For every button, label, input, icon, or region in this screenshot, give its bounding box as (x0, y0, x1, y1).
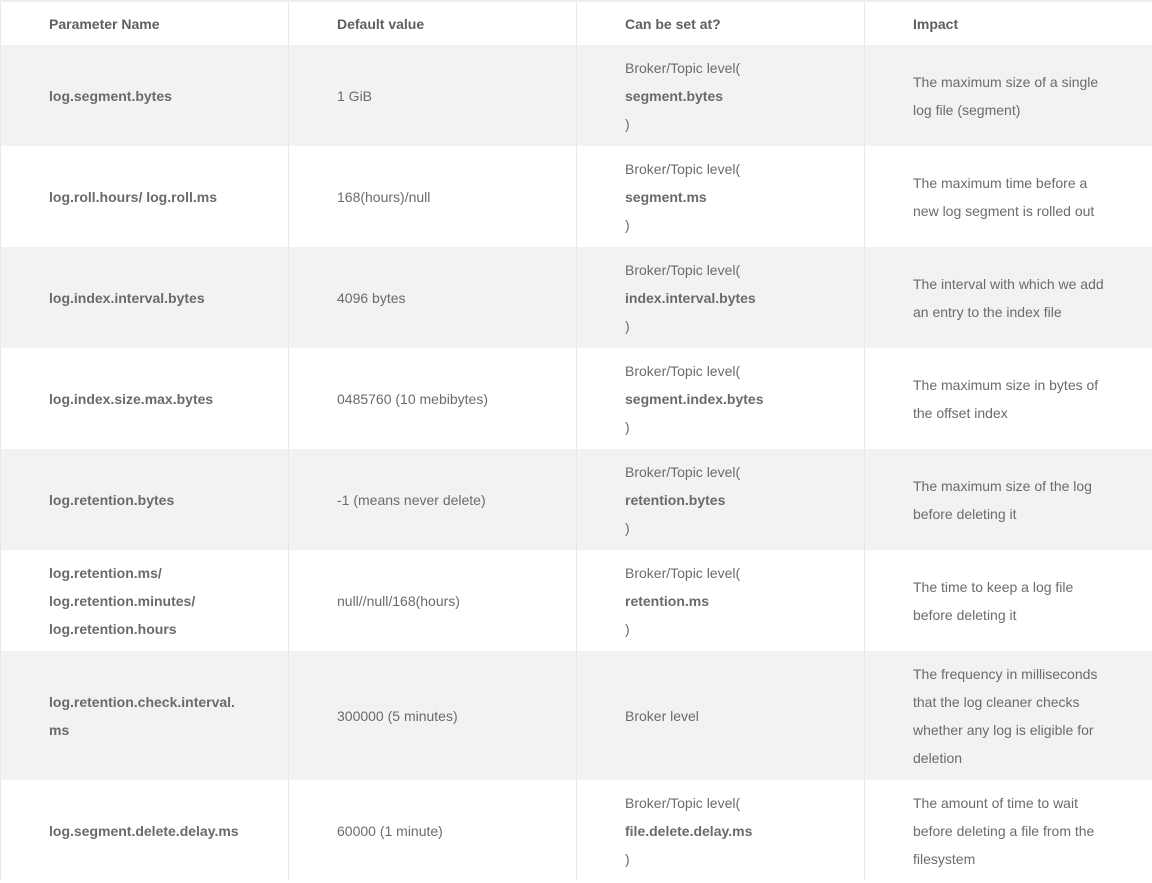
impact-text: The time to keep a log file before deleting it (913, 578, 1074, 623)
set-at-config-key: segment.bytes (625, 87, 724, 104)
cell-default-value (289, 550, 577, 651)
set-at-config-key: segment.ms (625, 188, 707, 205)
cell-can-be-set-at (577, 247, 865, 348)
parameter-name-text: ms (49, 721, 70, 738)
set-at-closing-paren: ) (625, 850, 630, 867)
default-value-text: 300000 (5 minutes) (337, 707, 458, 724)
table-row (1, 780, 1152, 881)
cell-can-be-set-at (577, 550, 865, 651)
cell-impact (865, 550, 1152, 651)
cell-default-value (289, 247, 577, 348)
table-row (1, 550, 1152, 651)
set-at-closing-paren: ) (625, 620, 630, 637)
table-body (1, 45, 1152, 881)
set-at-level-text: Broker/Topic level( (625, 261, 741, 278)
table-row (1, 651, 1152, 780)
parameter-name-text: log.retention.bytes (49, 491, 175, 508)
cell-impact (865, 651, 1152, 780)
set-at-level-text: Broker/Topic level( (625, 794, 741, 811)
cell-default-value (289, 780, 577, 881)
set-at-closing-paren: ) (625, 216, 630, 233)
set-at-closing-paren: ) (625, 418, 630, 435)
parameter-name-text: log.index.size.max.bytes (49, 390, 214, 407)
set-at-level-text: Broker level (625, 707, 699, 724)
cell-default-value (289, 651, 577, 780)
parameter-name-text: log.retention.ms/ (49, 564, 162, 581)
impact-text: The maximum time before a new log segment is rolled out (913, 174, 1095, 219)
cell-can-be-set-at (577, 780, 865, 881)
set-at-config-key: retention.bytes (625, 491, 726, 508)
cell-default-value (289, 449, 577, 550)
impact-text: The interval with which we add an entry to the index file (913, 275, 1104, 320)
cell-parameter-name (1, 348, 289, 449)
set-at-closing-paren: ) (625, 519, 630, 536)
header-parameter-name: Parameter Name (1, 1, 289, 45)
table-header-row (1, 1, 1152, 45)
default-value-text: 4096 bytes (337, 289, 406, 306)
set-at-config-key: retention.ms (625, 592, 710, 609)
impact-text: The frequency in milliseconds that the log cleaner checks whether any log is eligible for deletion (913, 665, 1098, 766)
header-impact: Impact (865, 1, 1152, 45)
header-can-be-set-at: Can be set at? (577, 1, 865, 45)
table-row (1, 146, 1152, 247)
set-at-config-key: index.interval.bytes (625, 289, 756, 306)
cell-impact (865, 45, 1152, 146)
cell-impact (865, 780, 1152, 881)
impact-text: The maximum size of a single log file (segment) (913, 73, 1099, 118)
cell-can-be-set-at (577, 146, 865, 247)
set-at-level-text: Broker/Topic level( (625, 160, 741, 177)
set-at-closing-paren: ) (625, 115, 630, 132)
parameter-name-text: log.retention.minutes/ (49, 592, 196, 609)
header-default-value: Default value (289, 1, 577, 45)
parameter-name-text: log.segment.bytes (49, 87, 172, 104)
default-value-text: 1 GiB (337, 87, 373, 104)
parameter-name-text: log.index.interval.bytes (49, 289, 205, 306)
cell-impact (865, 247, 1152, 348)
cell-can-be-set-at (577, 651, 865, 780)
set-at-level-text: Broker/Topic level( (625, 362, 741, 379)
impact-text: The maximum size of the log before deleting it (913, 477, 1092, 522)
cell-default-value (289, 45, 577, 146)
set-at-closing-paren: ) (625, 317, 630, 334)
cell-default-value (289, 348, 577, 449)
table-row (1, 45, 1152, 146)
cell-impact (865, 348, 1152, 449)
default-value-text: null//null/168(hours) (337, 592, 460, 609)
cell-parameter-name (1, 146, 289, 247)
impact-text: The amount of time to wait before deleting a file from the filesystem (913, 794, 1095, 867)
default-value-text: 60000 (1 minute) (337, 822, 443, 839)
cell-parameter-name (1, 550, 289, 651)
cell-default-value (289, 146, 577, 247)
cell-parameter-name (1, 780, 289, 881)
set-at-level-text: Broker/Topic level( (625, 564, 741, 581)
table-row (1, 247, 1152, 348)
parameter-name-text: log.segment.delete.delay.ms (49, 822, 239, 839)
set-at-level-text: Broker/Topic level( (625, 463, 741, 480)
impact-text: The maximum size in bytes of the offset index (913, 376, 1099, 421)
set-at-config-key: file.delete.delay.ms (625, 822, 753, 839)
set-at-level-text: Broker/Topic level( (625, 59, 741, 76)
cell-parameter-name (1, 247, 289, 348)
cell-impact (865, 449, 1152, 550)
parameter-name-text: log.roll.hours/ log.roll.ms (49, 188, 218, 205)
cell-parameter-name (1, 449, 289, 550)
default-value-text: 0485760 (10 mebibytes) (337, 390, 488, 407)
cell-impact (865, 146, 1152, 247)
cell-parameter-name (1, 651, 289, 780)
parameter-name-text: log.retention.check.interval. (49, 693, 235, 710)
parameter-name-text: log.retention.hours (49, 620, 177, 637)
cell-parameter-name (1, 45, 289, 146)
cell-can-be-set-at (577, 45, 865, 146)
cell-can-be-set-at (577, 449, 865, 550)
set-at-config-key: segment.index.bytes (625, 390, 764, 407)
default-value-text: -1 (means never delete) (337, 491, 486, 508)
table-row (1, 449, 1152, 550)
default-value-text: 168(hours)/null (337, 188, 431, 205)
cell-can-be-set-at (577, 348, 865, 449)
table-row (1, 348, 1152, 449)
